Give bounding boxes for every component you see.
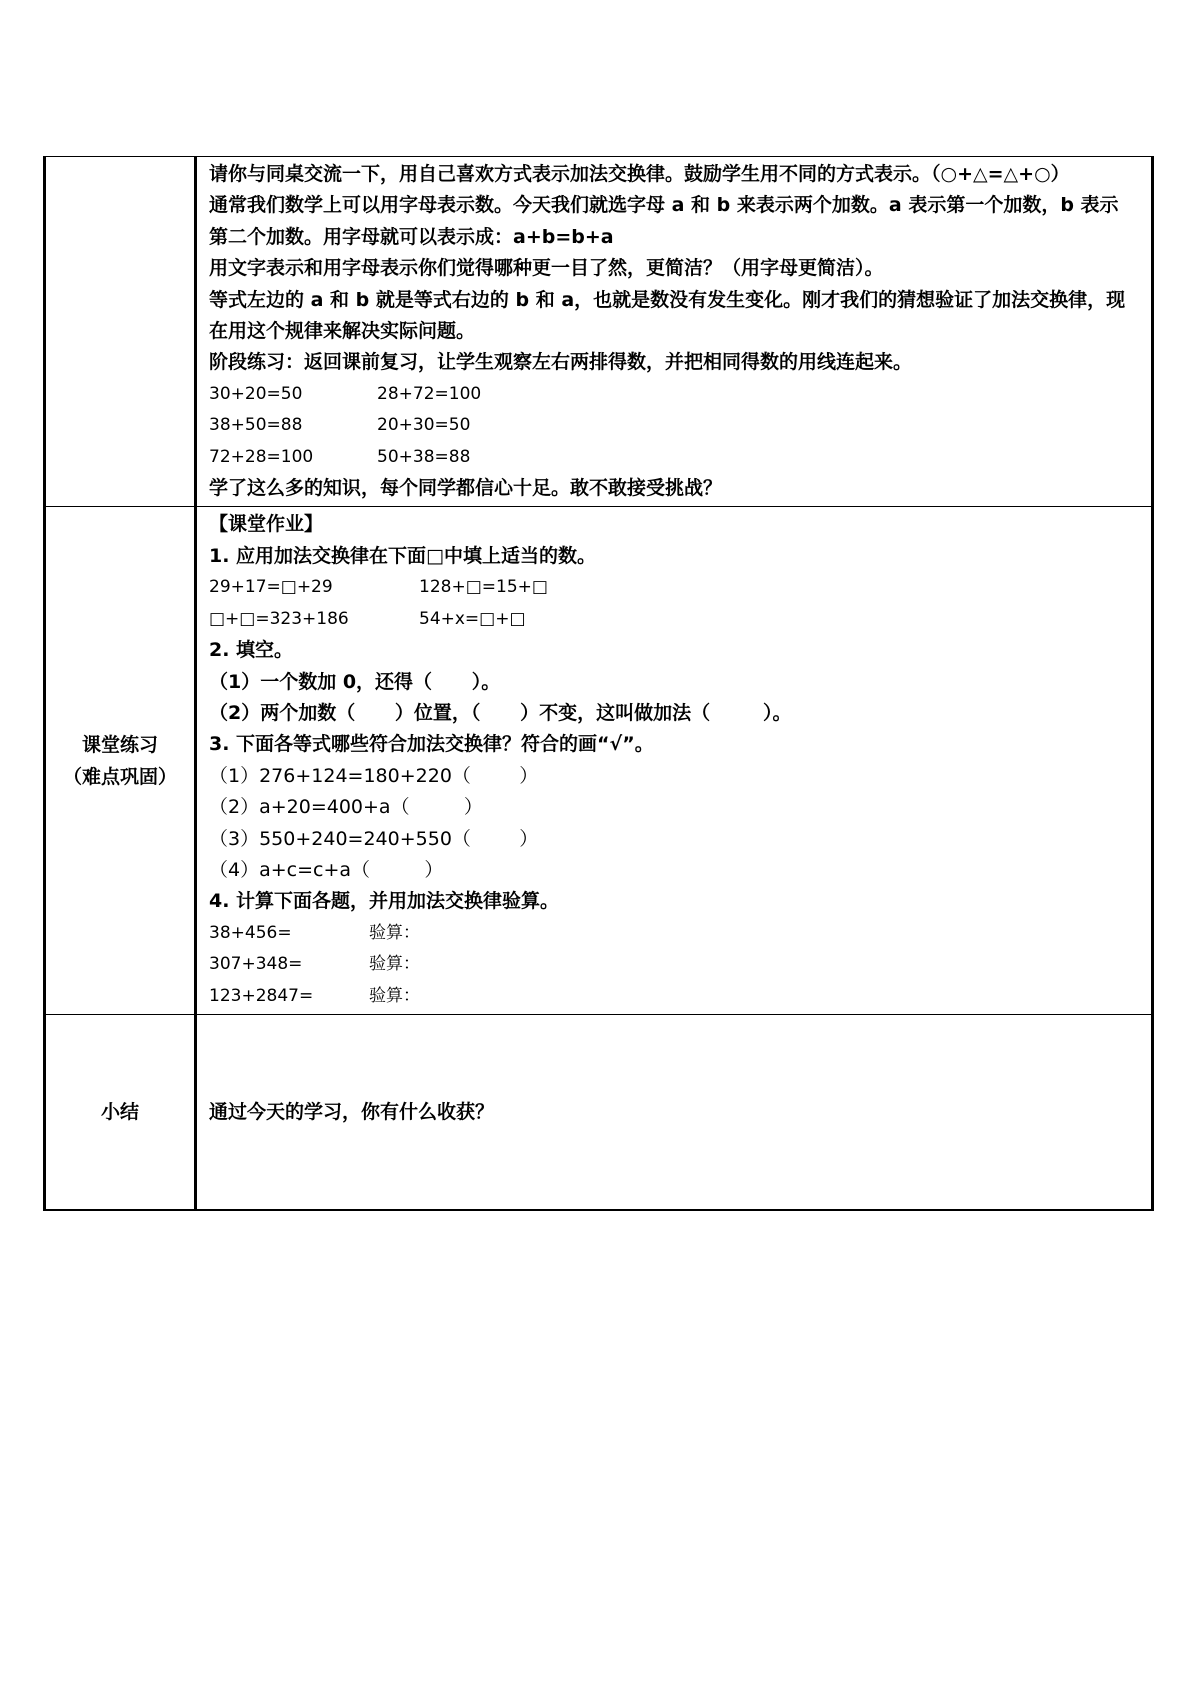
equation-row <box>209 981 1133 1012</box>
sub-question: （2）两个加数（ ）位置，（ ）不变，这叫做加法（ ）。 <box>209 701 792 724</box>
verify-label: 验算： <box>369 985 420 1006</box>
question-3: 3. 下面各等式哪些符合加法交换律？符合的画“√”。 <box>209 733 654 756</box>
equation-left: 38+456= <box>209 922 292 943</box>
question-1: 1. 应用加法交换律在下面□中填上适当的数。 <box>209 544 597 567</box>
section-content-summary <box>196 1014 1153 1210</box>
equation-right: 50+38=88 <box>377 446 471 467</box>
paragraph: 等式左边的 a 和 b 就是等式右边的 b 和 a，也就是数没有发生变化。刚才我们的猜想验证了加法交换律，现在用这个规律来解决实际问题。 <box>209 288 1126 343</box>
equation-left: 72+28=100 <box>209 446 314 467</box>
equation-right: 54+x=□+□ <box>419 608 526 629</box>
equation-left: 38+50=88 <box>209 415 303 436</box>
question-4: 4. 计算下面各题，并用加法交换律验算。 <box>209 890 560 913</box>
sub-question: （3）550+240=240+550（ ） <box>209 827 539 850</box>
table-row <box>45 1014 1153 1210</box>
question-2: 2. 填空。 <box>209 639 294 662</box>
equation-row <box>209 918 1133 949</box>
section-label <box>45 157 196 507</box>
paragraph: 用文字表示和用字母表示你们觉得哪种更一目了然，更简洁？（用字母更简洁）。 <box>209 257 884 280</box>
heading: 【课堂作业】 <box>209 513 324 536</box>
equation-row <box>209 949 1133 980</box>
equation-left: □+□=323+186 <box>209 608 349 629</box>
summary-text: 通过今天的学习，你有什么收获？ <box>209 1100 495 1123</box>
equation-row <box>209 572 1133 603</box>
verify-label: 验算： <box>369 954 420 975</box>
sub-question: （4）a+c=c+a（ ） <box>209 858 444 881</box>
equation-row <box>209 410 1133 441</box>
sub-question: （1）276+124=180+220（ ） <box>209 764 539 787</box>
paragraph: 学了这么多的知识，每个同学都信心十足。敢不敢接受挑战？ <box>209 477 723 500</box>
equation-row <box>209 379 1133 410</box>
section-content-explanation <box>196 157 1153 507</box>
equation-left: 29+17=□+29 <box>209 577 333 598</box>
verify-label: 验算： <box>369 922 420 943</box>
label-line: 课堂练习 <box>81 733 158 756</box>
equation-row <box>209 442 1133 473</box>
equation-left: 30+20=50 <box>209 383 303 404</box>
lesson-plan-table <box>43 156 1154 1211</box>
table-row <box>45 507 1153 1015</box>
sub-question: （2）a+20=400+a（ ） <box>209 796 483 819</box>
equation-right: 20+30=50 <box>377 415 471 436</box>
section-label-summary: 小结 <box>45 1014 196 1210</box>
equation-left: 307+348= <box>209 954 303 975</box>
paragraph: 阶段练习：返回课前复习，让学生观察左右两排得数，并把相同得数的用线连起来。 <box>209 351 913 374</box>
equation-right: 28+72=100 <box>377 383 482 404</box>
section-label-practice <box>45 507 196 1015</box>
paragraph: 请你与同桌交流一下，用自己喜欢方式表示加法交换律。鼓励学生用不同的方式表示。（○+△=△+○） <box>209 163 1070 185</box>
equation-row <box>209 604 1133 635</box>
equation-right: 128+□=15+□ <box>419 577 548 598</box>
equation-left: 123+2847= <box>209 985 314 1006</box>
paragraph: 通常我们数学上可以用字母表示数。今天我们就选字母 a 和 b 来表示两个加数。a 表示第一个加数，b 表示第二个加数。用字母就可以表示成：a+b=b+a <box>209 194 1119 248</box>
section-content-practice <box>196 507 1153 1015</box>
sub-question: （1）一个数加 0，还得（ ）。 <box>209 670 501 693</box>
label-line: （难点巩固） <box>62 765 177 788</box>
table-row <box>45 157 1153 507</box>
